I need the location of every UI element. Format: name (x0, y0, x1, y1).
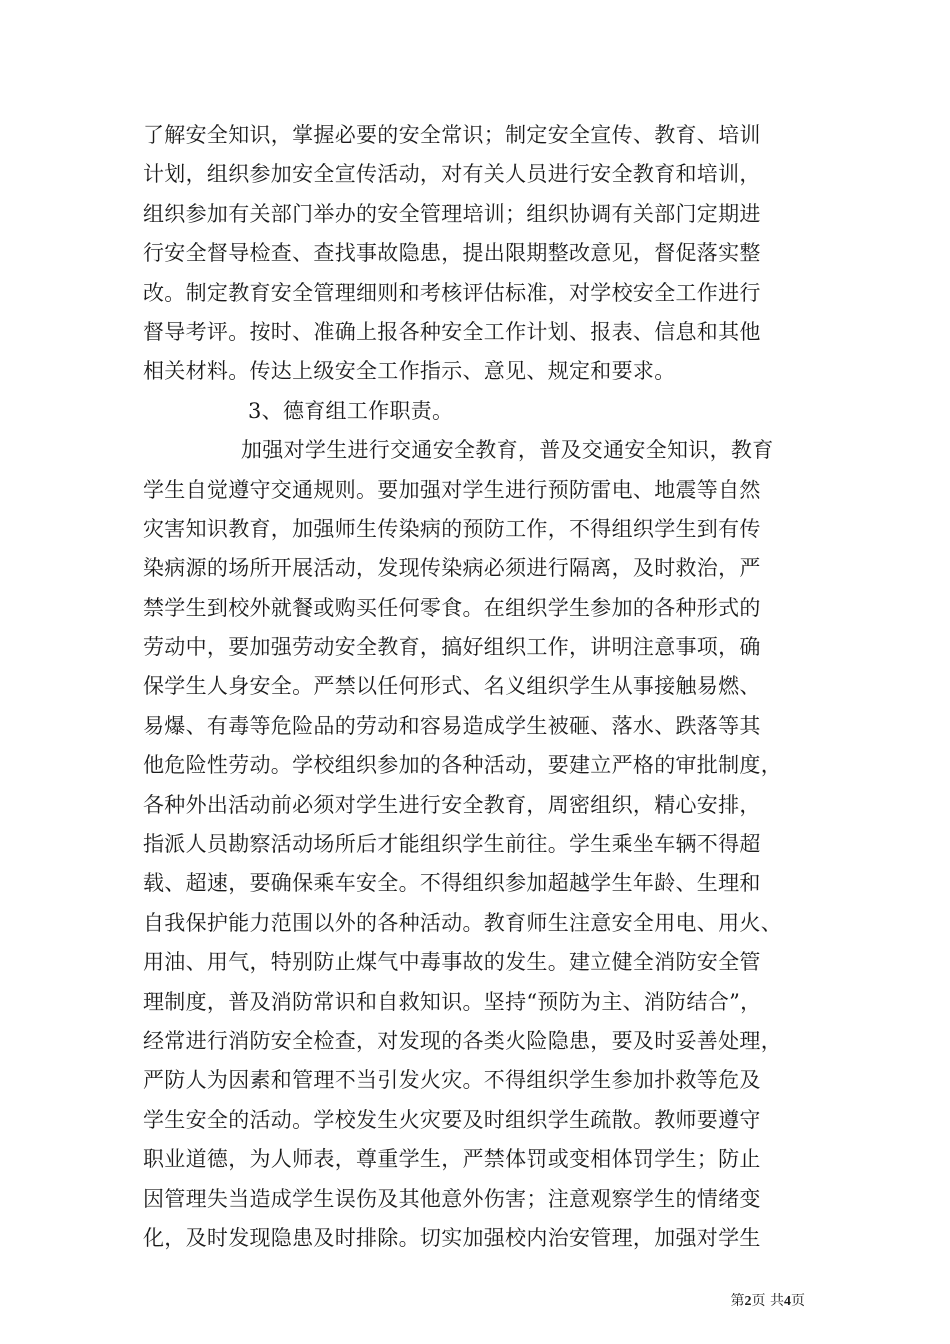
text-line: 禁学生到校外就餐或购买任何零食。在组织学生参加的各种形式的 (143, 595, 761, 620)
total-page-count: 4 (784, 1294, 791, 1309)
text-line: 易爆、有毒等危险品的劳动和容易造成学生被砸、落水、跌落等其 (143, 713, 761, 738)
current-page-number: 2 (744, 1294, 752, 1309)
text-line: 他危险性劳动。学校组织参加的各种活动，要建立严格的审批制度， (143, 753, 782, 778)
paragraph-first-line: 加强对学生进行交通安全教育，普及交通安全知识，教育 (241, 438, 774, 463)
text-line: 督导考评。按时、准确上报各种安全工作计划、报表、信息和其他 (143, 319, 761, 344)
text-line: 严防人为因素和管理不当引发火灾。不得组织学生参加扑救等危及 (143, 1068, 761, 1093)
text-line: 自我保护能力范围以外的各种活动。教育师生注意安全用电、用火、 (143, 910, 782, 935)
text-line: 用油、用气，特别防止煤气中毒事故的发生。建立健全消防安全管 (143, 950, 761, 975)
section-heading: 3、德育组工作职责。 (248, 398, 454, 423)
text-line: 各种外出活动前必须对学生进行安全教育，周密组织，精心安排， (143, 792, 761, 817)
text-line: 了解安全知识，掌握必要的安全常识；制定安全宣传、教育、培训 (143, 123, 761, 147)
text-line: 计划，组织参加安全宣传活动，对有关人员进行安全教育和培训， (143, 162, 761, 187)
text-line: 劳动中，要加强劳动安全教育，搞好组织工作，讲明注意事项，确 (143, 635, 761, 660)
text-line: 相关材料。传达上级安全工作指示、意见、规定和要求。 (143, 359, 676, 384)
text-line: 经常进行消防安全检查，对发现的各类火险隐患，要及时妥善处理， (143, 1028, 782, 1053)
text-line: 灾害知识教育，加强师生传染病的预防工作，不得组织学生到有传 (143, 516, 761, 541)
text-line: 指派人员勘察活动场所后才能组织学生前往。学生乘坐车辆不得超 (143, 832, 761, 857)
text-line: 保学生人身安全。严禁以任何形式、名义组织学生从事接触易燃、 (143, 674, 761, 699)
footer-suffix: 页 (791, 1293, 805, 1309)
text-line: 学生自觉遵守交通规则。要加强对学生进行预防雷电、地震等自然 (143, 477, 761, 502)
text-line: 载、超速，要确保乘车安全。不得组织参加超越学生年龄、生理和 (143, 871, 761, 896)
footer-prefix: 第 (730, 1293, 745, 1309)
text-line: 行安全督导检查、查找事故隐患，提出限期整改意见，督促落实整 (143, 241, 761, 266)
footer-middle: 页 共 (751, 1293, 784, 1309)
text-line: 改。制定教育安全管理细则和考核评估标准，对学校安全工作进行 (143, 280, 761, 305)
text-line: 组织参加有关部门举办的安全管理培训；组织协调有关部门定期进 (143, 201, 761, 226)
page-footer (731, 1292, 805, 1311)
text-line: 职业道德，为人师表，尊重学生，严禁体罚或变相体罚学生；防止 (143, 1147, 761, 1172)
text-line: 化，及时发现隐患及时排除。切实加强校内治安管理，加强对学生 (143, 1225, 761, 1250)
text-line: 染病源的场所开展活动，发现传染病必须进行隔离，及时救治，严 (143, 556, 761, 581)
text-line: 学生安全的活动。学校发生火灾要及时组织学生疏散。教师要遵守 (143, 1107, 761, 1132)
document-body (143, 116, 815, 1258)
text-line: 理制度，普及消防常识和自救知识。坚持“预防为主、消防结合”， (143, 989, 762, 1014)
text-line: 因管理失当造成学生误伤及其他意外伤害；注意观察学生的情绪变 (143, 1186, 761, 1211)
